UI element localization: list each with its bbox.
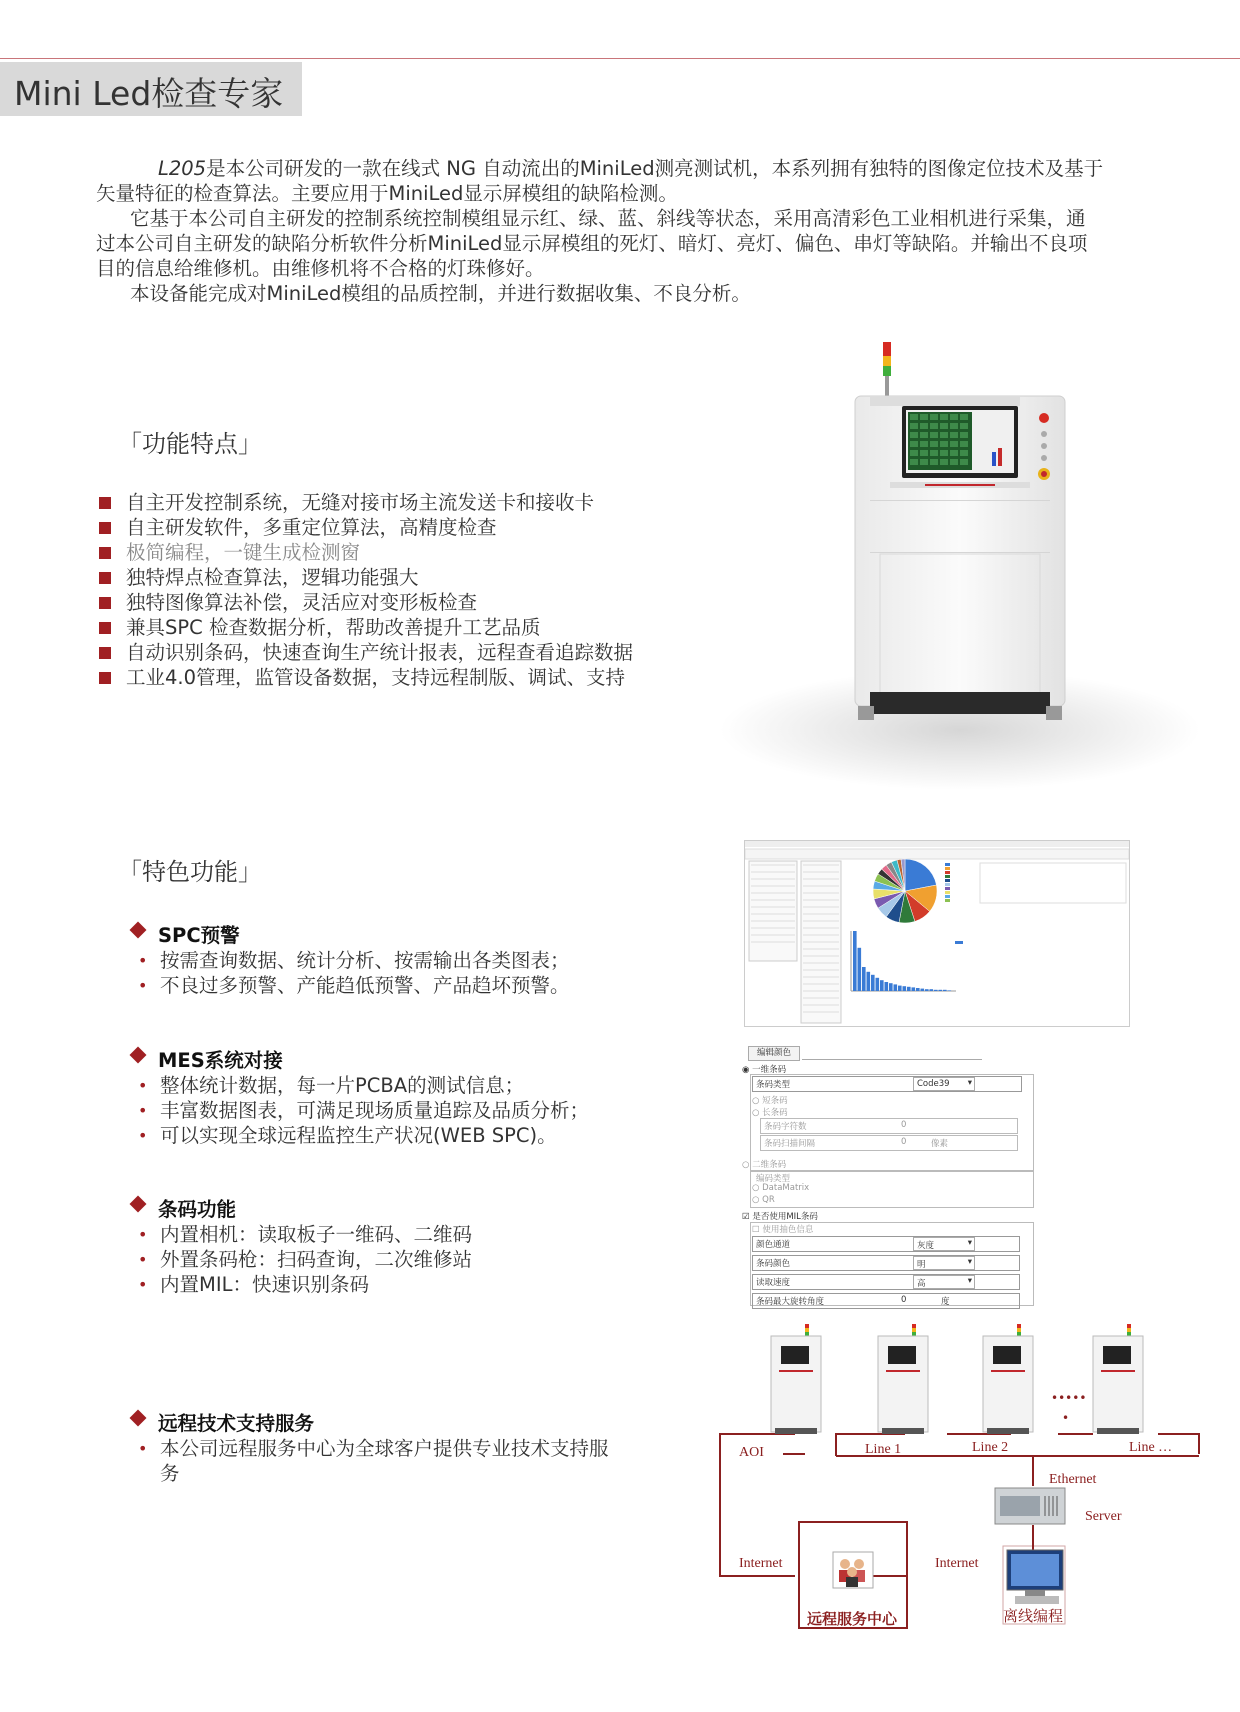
remote-item-text: 务 xyxy=(160,1462,180,1485)
legend-swatch xyxy=(945,875,950,878)
char-count-row xyxy=(760,1118,1018,1134)
bar xyxy=(853,931,857,991)
checkbox-use-color-label: 使用抽色信息 xyxy=(762,1225,814,1235)
tower-light-red xyxy=(805,1324,809,1328)
legend-swatch xyxy=(945,863,950,866)
bar xyxy=(898,986,902,991)
type-select-value: Code39 xyxy=(917,1079,950,1089)
bar xyxy=(948,990,952,991)
intro-p1-line1: 是本公司研发的一款在线式 NG 自动流出的MiniLed测亮测试机，本系列拥有独特的图像定位技术及基于 xyxy=(206,157,1104,180)
radio-long[interactable]: ○ 长条码 xyxy=(752,1108,788,1118)
char-count-value[interactable]: 0 xyxy=(901,1120,907,1130)
feature-text: 兼具SPC 检查数据分析，帮助改善提升工艺品质 xyxy=(126,616,541,639)
feature-text: 自主研发软件，多重定位算法，高精度检查 xyxy=(126,516,497,539)
label-internet-left: Internet xyxy=(739,1556,783,1571)
barcode-heading xyxy=(132,1194,672,1222)
mil-row-value: 灰度 xyxy=(917,1241,935,1251)
dot-bullet-icon: • xyxy=(138,976,148,995)
spc-heading xyxy=(132,920,672,948)
bar xyxy=(885,982,889,991)
feature-text: 极简编程，一键生成检测窗 xyxy=(126,541,361,564)
mil-row-label: 条码最大旋转角度 xyxy=(756,1297,825,1307)
scan-interval-label: 条码扫描间隔 xyxy=(764,1139,816,1149)
legend-swatch xyxy=(945,867,950,870)
label-ethernet: Ethernet xyxy=(1049,1472,1097,1487)
pie-chart xyxy=(873,859,950,923)
mil-rows xyxy=(752,1236,1020,1309)
mes-item xyxy=(132,1098,692,1123)
dot-bullet-icon: • xyxy=(138,1101,148,1120)
checkbox-use-mil[interactable]: ☑ 是否使用MIL条码 xyxy=(742,1212,818,1222)
network-diagram xyxy=(715,1320,1205,1640)
bar xyxy=(889,983,893,991)
mil-row-label: 条码颜色 xyxy=(756,1259,791,1269)
spc-screenshot xyxy=(744,840,1130,1027)
tower-light-green xyxy=(1017,1332,1021,1336)
remote-heading-text: 远程技术支持服务 xyxy=(158,1412,315,1435)
features-title: 「功能特点」 xyxy=(118,430,262,458)
diamond-bullet-icon xyxy=(130,1047,147,1064)
barcode-block xyxy=(132,1194,672,1297)
bar xyxy=(912,987,916,991)
dot-bullet-icon: • xyxy=(138,1076,148,1095)
bar xyxy=(934,990,938,991)
radio-1d[interactable]: ◉ 一维条码 xyxy=(742,1065,787,1075)
tower-light-yellow xyxy=(1127,1328,1131,1332)
label-line-more: Line … xyxy=(1129,1440,1173,1455)
feature-item xyxy=(96,540,696,565)
radio-2d-label: 二维条码 xyxy=(752,1160,787,1170)
intro-text xyxy=(96,156,1151,306)
feature-text: 工业4.0管理，监管设备数据，支持远程制版、调试、支持 xyxy=(126,666,626,689)
bar xyxy=(939,990,943,991)
machine-base xyxy=(987,1428,1029,1434)
tower-light-green xyxy=(805,1332,809,1336)
label-aoi: AOI xyxy=(739,1445,764,1460)
machine-base xyxy=(1097,1428,1139,1434)
legend-swatch xyxy=(945,899,950,902)
spc-block xyxy=(132,920,672,998)
intro-p3: 本设备能完成对MiniLed模组的品质控制，并进行数据收集、不良分析。 xyxy=(130,282,751,305)
diamond-bullet-icon xyxy=(130,1196,147,1213)
tower-light-yellow xyxy=(1017,1328,1021,1332)
scan-interval-value[interactable]: 0 xyxy=(901,1137,907,1147)
legend-swatch xyxy=(955,941,963,944)
legend-swatch xyxy=(945,883,950,886)
radio-datamatrix[interactable]: ○ DataMatrix xyxy=(752,1183,810,1193)
feature-item xyxy=(96,565,696,590)
spc-item xyxy=(132,973,672,998)
label-internet-right: Internet xyxy=(935,1556,979,1571)
type-select[interactable] xyxy=(913,1077,975,1091)
bar-chart xyxy=(851,931,963,991)
barcode-item xyxy=(132,1222,672,1247)
feature-text: 独特图像算法补偿，灵活应对变形板检查 xyxy=(126,591,478,614)
legend-swatch xyxy=(945,887,950,890)
barcode-item-text: 内置相机：读取板子一维码、二维码 xyxy=(160,1223,473,1246)
mil-row xyxy=(752,1255,1020,1271)
radio-2d[interactable]: ○ 二维条码 xyxy=(742,1160,787,1170)
chevron-down-icon: ▾ xyxy=(967,1078,972,1088)
mil-row-select[interactable] xyxy=(913,1275,975,1289)
feature-text: 自动识别条码，快速查询生产统计报表，远程查看追踪数据 xyxy=(126,641,634,664)
mil-row-label: 颜色通道 xyxy=(756,1240,791,1250)
dot-bullet-icon: • xyxy=(138,1275,148,1294)
square-bullet-icon xyxy=(99,572,111,584)
remote-item xyxy=(132,1436,672,1461)
tower-light-red xyxy=(1127,1324,1131,1328)
bar xyxy=(858,948,862,991)
features-title-text: 功能特点 xyxy=(142,430,238,458)
square-bullet-icon xyxy=(99,647,111,659)
spc-heading-text: SPC预警 xyxy=(158,924,240,947)
checkbox-use-mil-label: 是否使用MIL条码 xyxy=(752,1212,818,1222)
char-count-label: 条码字符数 xyxy=(764,1122,807,1132)
chevron-down-icon: ▾ xyxy=(967,1238,972,1248)
mes-item-text: 可以实现全球远程监控生产状况(WEB SPC)。 xyxy=(160,1124,557,1147)
mes-heading xyxy=(132,1045,692,1073)
legend-swatch xyxy=(945,879,950,882)
dot-single: • xyxy=(1062,1411,1070,1425)
computer-icon xyxy=(1007,1550,1063,1604)
barcode-item xyxy=(132,1247,672,1272)
machine-base xyxy=(882,1428,924,1434)
mil-row xyxy=(752,1236,1020,1252)
chevron-down-icon: ▾ xyxy=(967,1276,972,1286)
special-title: 「特色功能」 xyxy=(118,858,262,886)
bar xyxy=(880,980,884,991)
feature-item xyxy=(96,490,696,515)
label-line1: Line 1 xyxy=(865,1442,902,1457)
feature-item xyxy=(96,640,696,665)
intro-p1-line2: 矢量特征的检查算法。主要应用于MiniLed显示屏模组的缺陷检测。 xyxy=(96,182,678,205)
bar xyxy=(916,988,920,991)
mil-row xyxy=(752,1293,1020,1309)
dot-bullet-icon: • xyxy=(138,1250,148,1269)
dot-bullet-icon: • xyxy=(138,1225,148,1244)
chevron-down-icon: ▾ xyxy=(967,1257,972,1267)
code-type-label: 编码类型 xyxy=(756,1174,791,1184)
people-icon xyxy=(833,1552,873,1588)
legend-swatch xyxy=(945,871,950,874)
label-line2: Line 2 xyxy=(972,1440,1009,1455)
label-remote-center: 远程服务中心 xyxy=(807,1610,898,1628)
label-offline: 离线编程 xyxy=(1003,1607,1064,1625)
mil-row-select[interactable] xyxy=(913,1237,975,1251)
feature-item xyxy=(96,515,696,540)
feature-item xyxy=(96,615,696,640)
bar xyxy=(925,989,929,991)
mes-item-text: 丰富数据图表，可满足现场质量追踪及品质分析； xyxy=(160,1099,590,1122)
mil-row xyxy=(752,1274,1020,1290)
intro-p2-line2: 过本公司自主研发的缺陷分析软件分析MiniLed显示屏模组的死灯、暗灯、亮灯、偏色、串灯等缺陷。并输出不良项 xyxy=(96,232,1088,255)
machine-base xyxy=(775,1428,817,1434)
scan-interval-row xyxy=(760,1135,1018,1151)
diamond-bullet-icon xyxy=(130,922,147,939)
tower-light-yellow xyxy=(805,1328,809,1332)
machine-image xyxy=(710,330,1210,790)
bar xyxy=(943,990,947,991)
mil-row-select[interactable] xyxy=(913,1256,975,1270)
bar xyxy=(921,989,925,991)
square-bullet-icon xyxy=(99,672,111,684)
bar xyxy=(867,972,871,991)
spc-chart xyxy=(745,841,1129,1026)
spc-item-text: 按需查询数据、统计分析、按需输出各类图表； xyxy=(160,949,570,972)
square-bullet-icon xyxy=(99,497,111,509)
machine-screen xyxy=(888,1346,916,1364)
square-bullet-icon xyxy=(99,622,111,634)
barcode-settings-panel xyxy=(742,1046,1034,1307)
model-name: L205 xyxy=(158,157,207,180)
machine-stripe xyxy=(991,1370,1025,1372)
mil-row-value: 明 xyxy=(917,1260,926,1270)
remote-item-continued xyxy=(132,1461,672,1486)
barcode-item-text: 内置MIL：快速识别条码 xyxy=(160,1273,369,1296)
spc-item-text: 不良过多预警、产能趋低预警、产品趋坏预警。 xyxy=(160,974,570,997)
intro-p2-line1: 它基于本公司自主研发的控制系统控制模组显示红、绿、蓝、斜线等状态，采用高清彩色工业相机进行采集，通 xyxy=(130,207,1086,230)
mes-item xyxy=(132,1073,692,1098)
diamond-bullet-icon xyxy=(130,1410,147,1427)
machine-icons xyxy=(771,1324,1143,1434)
mil-row-value[interactable]: 0 xyxy=(901,1295,907,1305)
machine-screen xyxy=(781,1346,809,1364)
machine-stripe xyxy=(779,1370,813,1372)
page-title: Mini Led检查专家 xyxy=(14,74,284,113)
bar xyxy=(903,986,907,991)
checkbox-use-color[interactable]: ☐ 使用抽色信息 xyxy=(752,1225,814,1235)
type-label: 条码类型 xyxy=(756,1080,791,1090)
bar xyxy=(876,978,880,991)
tower-light-green xyxy=(1127,1332,1131,1336)
special-title-text: 特色功能 xyxy=(142,858,238,886)
radio-short-label: 短条码 xyxy=(762,1096,788,1106)
radio-qr[interactable]: ○ QR xyxy=(752,1195,775,1205)
legend-swatch xyxy=(945,891,950,894)
feature-item xyxy=(96,590,696,615)
mil-row-label: 读取速度 xyxy=(756,1278,791,1288)
bar xyxy=(871,975,875,991)
radio-qr-label: QR xyxy=(762,1195,775,1205)
tower-light-red xyxy=(912,1324,916,1328)
dot-bullet-icon: • xyxy=(138,951,148,970)
remote-heading xyxy=(132,1408,672,1436)
tower-light-red xyxy=(1017,1324,1021,1328)
tab-edit-color[interactable]: 编辑颜色 xyxy=(748,1046,800,1061)
square-bullet-icon xyxy=(99,547,111,559)
machine-screen xyxy=(1103,1346,1131,1364)
dot-bullet-icon: • xyxy=(138,1126,148,1145)
label-server: Server xyxy=(1085,1509,1122,1524)
mil-row-value: 高 xyxy=(917,1279,926,1289)
tower-light-green xyxy=(912,1332,916,1336)
feature-item xyxy=(96,665,696,690)
type-row xyxy=(752,1076,1022,1092)
square-bullet-icon xyxy=(99,522,111,534)
dots-ellipsis: ••••• xyxy=(1051,1391,1087,1405)
barcode-item-text: 外置条码枪：扫码查询，二次维修站 xyxy=(160,1248,473,1271)
mil-row-unit: 度 xyxy=(941,1297,950,1307)
intro-p2-line3: 目的信息给维修机。由维修机将不合格的灯珠修好。 xyxy=(96,257,545,280)
mes-item-text: 整体统计数据，每一片PCBA的测试信息； xyxy=(160,1074,525,1097)
barcode-heading-text: 条码功能 xyxy=(158,1198,237,1221)
spc-item xyxy=(132,948,672,973)
bar xyxy=(894,984,898,991)
radio-short[interactable]: ○ 短条码 xyxy=(752,1096,788,1106)
machine-screen xyxy=(993,1346,1021,1364)
bar xyxy=(862,967,866,991)
square-bullet-icon xyxy=(99,597,111,609)
tower-light-yellow xyxy=(912,1328,916,1332)
machine-stripe xyxy=(886,1370,920,1372)
mes-block xyxy=(132,1045,692,1148)
feature-text: 独特焊点检查算法，逻辑功能强大 xyxy=(126,566,419,589)
legend-swatch xyxy=(945,895,950,898)
bar xyxy=(930,989,934,991)
machine-stripe xyxy=(1101,1370,1135,1372)
mes-heading-text: MES系统对接 xyxy=(158,1049,283,1072)
features-list xyxy=(96,490,696,690)
scan-interval-unit: 像素 xyxy=(931,1139,949,1149)
dot-bullet-icon: • xyxy=(138,1439,148,1458)
top-rule xyxy=(0,58,1240,59)
barcode-item xyxy=(132,1272,672,1297)
server-icon xyxy=(995,1488,1065,1524)
feature-text: 自主开发控制系统，无缝对接市场主流发送卡和接收卡 xyxy=(126,491,595,514)
bar xyxy=(907,987,911,991)
remote-item-text: 本公司远程服务中心为全球客户提供专业技术支持服 xyxy=(160,1437,609,1460)
radio-1d-label: 一维条码 xyxy=(752,1065,787,1075)
remote-block xyxy=(132,1408,672,1486)
mes-item xyxy=(132,1123,692,1148)
radio-long-label: 长条码 xyxy=(762,1108,788,1118)
radio-datamatrix-label: DataMatrix xyxy=(762,1183,810,1193)
